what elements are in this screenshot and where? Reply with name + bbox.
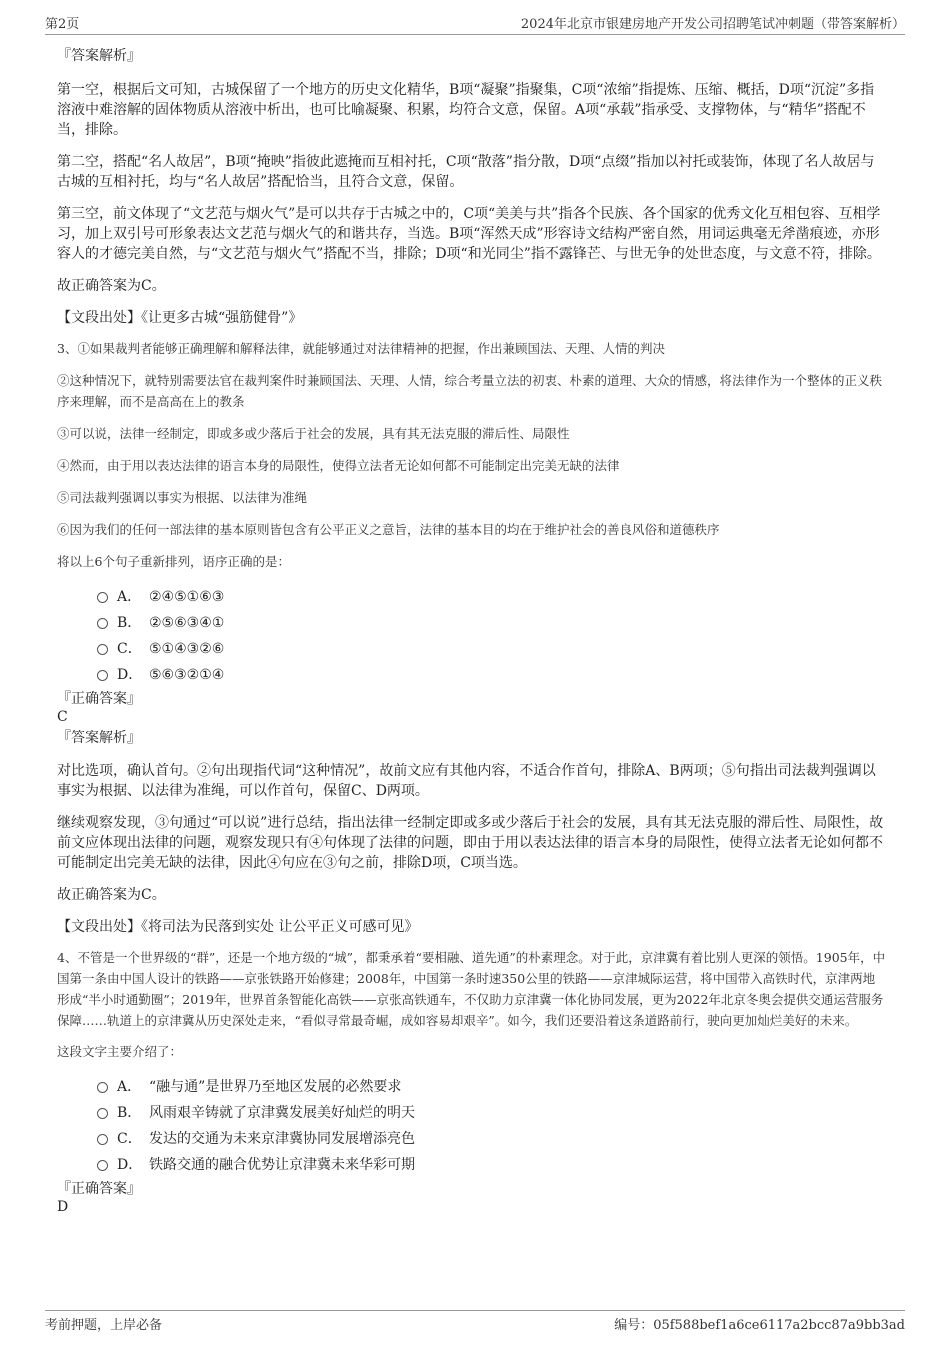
analysis-paragraph: 第二空，搭配“名人故居”，B项“掩映”指彼此遮掩而互相衬托，C项“散落”指分散，D项“点缀”指加以衬托或装饰，体现了名人故居与古城的互相衬托，均与“名人故居”搭配恰当，且符合文意，保留。 — [57, 154, 875, 190]
radio-icon[interactable] — [97, 1134, 108, 1145]
option-a[interactable]: A． ②④⑤①⑥③ — [97, 584, 887, 610]
radio-icon[interactable] — [97, 1160, 108, 1171]
page-header — [45, 12, 905, 35]
radio-icon[interactable] — [97, 670, 108, 681]
conclusion: 故正确答案为C。 — [57, 278, 166, 294]
radio-icon[interactable] — [97, 644, 108, 655]
answer-label: 『正确答案』 — [57, 691, 141, 707]
analysis-label: 『答案解析』 — [57, 730, 141, 746]
analysis-label: 『答案解析』 — [57, 48, 141, 64]
option-c[interactable]: C． ⑤①④③②⑥ — [97, 636, 887, 662]
analysis-paragraph: 第一空，根据后文可知，古城保留了一个地方的历史文化精华，B项“凝聚”指聚集，C项“浓缩”指提炼、压缩、概括，D项“沉淀”多指溶液中难溶解的固体物质从溶液中析出，也可比喻凝聚、积累，均符合文意，保留。A项“承载”指承受、支撑物体，与“精华”搭配不当，排除。 — [57, 82, 875, 138]
page-content — [57, 46, 887, 1216]
source: 【文段出处】《让更多古城“强筋健骨”》 — [57, 310, 303, 326]
question-sentence: ③可以说，法律一经制定，即或多或少落后于社会的发展，具有其无法克服的滞后性、局限性 — [57, 426, 570, 441]
option-b[interactable]: B． ②⑤⑥③④① — [97, 610, 887, 636]
analysis-paragraph: 第三空，前文体现了“文艺范与烟火气”是可以共存于古城之中的，C项“美美与共”指各个民族、各个国家的优秀文化互相包容、互相学习，加上双引号可形象表达文艺范与烟火气的和谐共存，当选。B项“浑然天成”形容诗文结构严密自然，用词运典毫无斧凿痕迹，亦形容人的才德完美自然，与“文艺范与烟火气”搭配不当，排除；D项“和光同尘”指不露锋芒、与世无争的处世态度，与文意不符，排除。 — [57, 206, 881, 262]
page-number: 第2页 — [45, 17, 80, 32]
question-sentence: ④然而，由于用以表达法律的语言本身的局限性，使得立法者无论如何都不可能制定出完美无缺的法律 — [57, 458, 620, 473]
radio-icon[interactable] — [97, 618, 108, 629]
radio-icon[interactable] — [97, 1082, 108, 1093]
footer-slogan: 考前押题，上岸必备 — [45, 1318, 163, 1333]
question-prompt: 这段文字主要介绍了： — [57, 1044, 183, 1059]
option-a[interactable]: A． “融与通”是世界乃至地区发展的必然要求 — [97, 1074, 887, 1100]
option-d[interactable]: D． ⑤⑥③②①④ — [97, 662, 887, 688]
answer-label: 『正确答案』 — [57, 1181, 141, 1197]
correct-answer: D — [57, 1199, 69, 1215]
option-c[interactable]: C． 发达的交通为未来京津冀协同发展增添亮色 — [97, 1126, 887, 1152]
correct-answer: C — [57, 709, 68, 725]
analysis-paragraph: 对比选项，确认首句。②句出现指代词“这种情况”，故前文应有其他内容，不适合作首句，排除A、B两项；⑤句指出司法裁判强调以事实为根据、以法律为准绳，可以作首句，保留C、D两项。 — [57, 763, 876, 799]
source: 【文段出处】《将司法为民落到实处 让公平正义可感可见》 — [57, 919, 419, 935]
question-sentence: ⑥因为我们的任何一部法律的基本原则皆包含有公平正义之意旨，法律的基本目的均在于维护社会的善良风俗和道德秩序 — [57, 522, 720, 537]
page-footer — [45, 1310, 905, 1333]
document-title: 2024年北京市银建房地产开发公司招聘笔试冲刺题（带答案解析） — [520, 17, 905, 32]
question-sentence: 3、①如果裁判者能够正确理解和解释法律，就能够通过对法律精神的把握，作出兼顾国法、天理、人情的判决 — [57, 341, 665, 356]
conclusion: 故正确答案为C。 — [57, 887, 166, 903]
analysis-paragraph: 继续观察发现，③句通过“可以说”进行总结，指出法律一经制定即或多或少落后于社会的发展，具有其无法克服的滞后性、局限性，故前文应体现出法律的问题，观察发现只有④句体现了法律的问题，即由于用以表达法律的语言本身的局限性，使得立法者无论如何都不可能制定出完美无缺的法律，因此④句应在③句之前，排除D项，C项当选。 — [57, 815, 884, 871]
radio-icon[interactable] — [97, 592, 108, 603]
option-b[interactable]: B． 风雨艰辛铸就了京津冀发展美好灿烂的明天 — [97, 1100, 887, 1126]
options-list — [57, 584, 887, 688]
question-sentence: ②这种情况下，就特别需要法官在裁判案件时兼顾国法、天理、人情，综合考量立法的初衷、朴素的道理、大众的情感，将法律作为一个整体的正义秩序来理解，而不是高高在上的教条 — [57, 373, 883, 409]
question-sentence: ⑤司法裁判强调以事实为根据、以法律为准绳 — [57, 490, 308, 505]
radio-icon[interactable] — [97, 1108, 108, 1119]
document-id: 编号：05f588bef1a6ce6117a2bcc87a9bb3ad — [614, 1318, 905, 1333]
options-list — [57, 1074, 887, 1178]
question-prompt: 将以上6个句子重新排列，语序正确的是： — [57, 554, 290, 569]
question-passage: 4、不管是一个世界级的“群”，还是一个地方级的“城”，都秉承着“要相融、道先通”的朴素理念。对于此，京津冀有着比别人更深的领悟。1905年，中国第一条由中国人设计的铁路——京张铁路开始修建；2008年，中国第一条时速350公里的铁路——京津城际运营，将中国带入高铁时代，京津两地形成“半小时通勤圈”；2019年，世界首条智能化高铁——京张高铁通车，不仅助力京津冀一体化协同发展，更为2022年北京冬奥会提供交通运营服务保障……轨道上的京津冀从历史深处走来，“看似寻常最奇崛，成如容易却艰辛”。如今，我们还要沿着这条道路前行，驶向更加灿烂美好的未来。 — [57, 950, 886, 1028]
option-d[interactable]: D． 铁路交通的融合优势让京津冀未来华彩可期 — [97, 1152, 887, 1178]
